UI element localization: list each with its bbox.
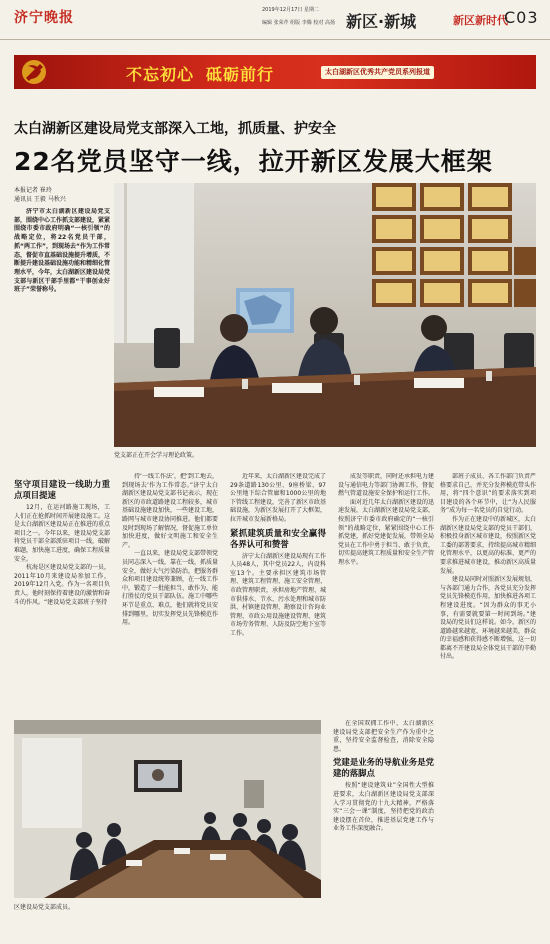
paragraph: 12月，在运河路施工现场，工人们正在抢抓时间开展建设施工。这是太白湖新区建设局正在推进的重点项目之一。今年以来，建设局党支部将党员干部全部派驻项目一线，破解难题，加快施工进度，确保工程质量安全。 [14, 504, 110, 563]
party-emblem-icon [16, 55, 52, 89]
section-name: 新区·新城 [346, 12, 417, 31]
masthead [0, 0, 550, 40]
paragraph: 杭海是区建设局党支部的一员，2011年10月来建设局参加工作，2019年12月入党。作为一名项目负责人，他时刻保持着建设的激情和奋斗的作风。“建设局党支部班子坚持 [14, 564, 110, 606]
paragraph: 济宁太白湖新区建设局现有工作人员48人，其中党员22人，内设科室13个。主要承担区建筑市场管理、建筑工程管理、施工安全管理、市政管理职责，承担房地产管理、城市供排水、节水、污水处理和城市防洪、村镇建设管理、勘察设计咨询业管理、市政公用设施建设管理、建筑市场劳务管理、人防及防空地下室等工作。 [230, 552, 326, 637]
article-column-3 [230, 473, 326, 716]
banner-slogan: 不忘初心 砥砺前行 [126, 65, 275, 84]
article-lead: 济宁市太白湖新区建设局党支部，围绕中心工作抓支部建设，紧紧围绕市委市政府明确“一核引领”的战略定位，将22名党员干部，抓“两工作”，到现场去“作为工作常态，督促市直基础设施提升增质，不断提升建设基础设施功能和精细化管理水平，今年，太白湖新区建设局党支部与新区干部手里都“干事创业好班子”荣誉称号。 [14, 208, 110, 294]
paragraph: 一直以来，建设局党支部带领党员同志深入一线，靠在一线，抓质量安全，做好大气污染防治，把服务群众和项目建设统筹兼顾，在一线工作中，锻造了一批能担当、敢作为、能打胜仗的党员干部队伍。施工中哪些环节是重点、难点，他们就将党员安排到哪里，切实发挥党员先锋模范作用。 [122, 550, 218, 627]
paragraph: 按照“建设建筑业”全国性大型推进要求，太白湖新区建设局党支部深入学习贯彻党的十九大精神，严格落实“三会一课”制度，坚持把党的政治建设摆在首位，推进基层党建工作与业务工作深度融合。 [333, 782, 434, 833]
section-subhead: 坚守项目建设一线助力重点项目提速 [14, 479, 110, 500]
byline [14, 186, 110, 204]
series-banner [14, 55, 536, 89]
section-subhead: 党建是业务的导航业务是党建的落脚点 [333, 757, 434, 779]
article-column-4 [338, 473, 434, 716]
byline-reporter: 本报记者 崔玲 [14, 187, 52, 194]
paragraph: 近年来，太白湖新区建设完成了29条道路130公里、9座桥梁、97公里地下综合管廊和1000公里的地下管线工程建设，完善了新区市政基础设施，为新区发展打开了大框架，拉开城市发展新格局。 [230, 473, 326, 523]
paragraph: 作为正在建设中的新城区，太白湖新区建设局党支部的党员干部们，积极投身新区城市建设，按照新区党工委的部署要求，持续提高城市精细化管理水平，以更高的标准、更严的要求推进城市建设，推动新区高质量发展。 [440, 515, 536, 575]
byline-correspondents: 通讯员 王毅 马秋兴 [14, 196, 66, 203]
article-column-5 [440, 473, 536, 913]
section-subhead: 紧抓建筑质量和安全赢得各界认可和赞誉 [230, 527, 326, 549]
column-name: 新区新时代 [453, 14, 508, 27]
paragraph: 在全国双拥工作中，太白湖新区建设局党支部把安全生产作为重中之重，坚持安全监督检查，消除安全隐患。 [333, 720, 434, 753]
article-column-1 [14, 476, 110, 716]
article-column-2 [122, 473, 218, 716]
article-kicker: 太白湖新区建设局党支部深入工地，抓质量、护安全 [14, 121, 336, 137]
page-number: C03 [504, 8, 539, 27]
banner-series-tag: 太白湖新区优秀共产党员系列报道 [321, 66, 434, 79]
article-column-lower [333, 720, 434, 913]
paragraph: 成发等职责，同时还承担电力建设与通信电力等部门协调工作，督促燃气管道设施安全保护和运行工作。 [338, 473, 434, 498]
paragraph: 面对近几年太白湖新区建设的迅速发展，太白湖新区建设局党支部，按照济宁市委市政府确定的“一核引领”的战略定位，紧紧围绕中心工作抓党建，抓好党建促发展，带领全局党员在工作中勇于担当、敢于负责，切实提高建筑工程质量和安全生产管理水平。 [338, 498, 434, 566]
date-line: 2019年12月17日 星期二 [262, 7, 320, 13]
group-photo [14, 720, 321, 898]
paragraph: 部班子成员、各工作部门负责严格要求自己，并充分发挥模范带头作用，将“四个意识”的要求落实到项目建设的各个环节中，让“为人民服务”成为每一名党员的自觉行动。 [440, 473, 536, 515]
paragraph: 持‘一线工作法’，把‘到工地去，到现场去’作为工作常态。”济宁太白湖新区建设局党支部书记表示，现在新区的市政道路建设工程较多，城市基础设施建设加快，一些建设工地，路网与城市建设协同推进。他们都要及时到现场了解情况，督促施工单位加快进度，做好文明施工和安全生产。 [122, 473, 218, 549]
meeting-photo [114, 183, 536, 447]
meeting-photo-caption: 党支部正在开会学习理论政策。 [114, 452, 199, 459]
paper-name: 济宁晚报 [14, 10, 74, 26]
article-headline: 22名党员坚守一线，拉开新区发展大框架 [14, 147, 493, 176]
paragraph: 建设局同时对照新区发展规划，与各部门通力合作，各党员充分发挥党员先锋模范作用，加快推进各项工程建设进度。“因为群众的事无小事，有需要就要第一时间到场。”建设局的党员们这样说。如今，新区的道路越来越宽，环境越来越美，群众的幸福感和获得感不断增强，这一切都离不开建设局全体党员干部的辛勤付出。 [440, 576, 536, 661]
editor-line: 编辑 张荣芹 组版 李腾 校对 高扬 [262, 20, 335, 26]
group-photo-caption: 区建设局党支部成员。 [14, 904, 75, 911]
